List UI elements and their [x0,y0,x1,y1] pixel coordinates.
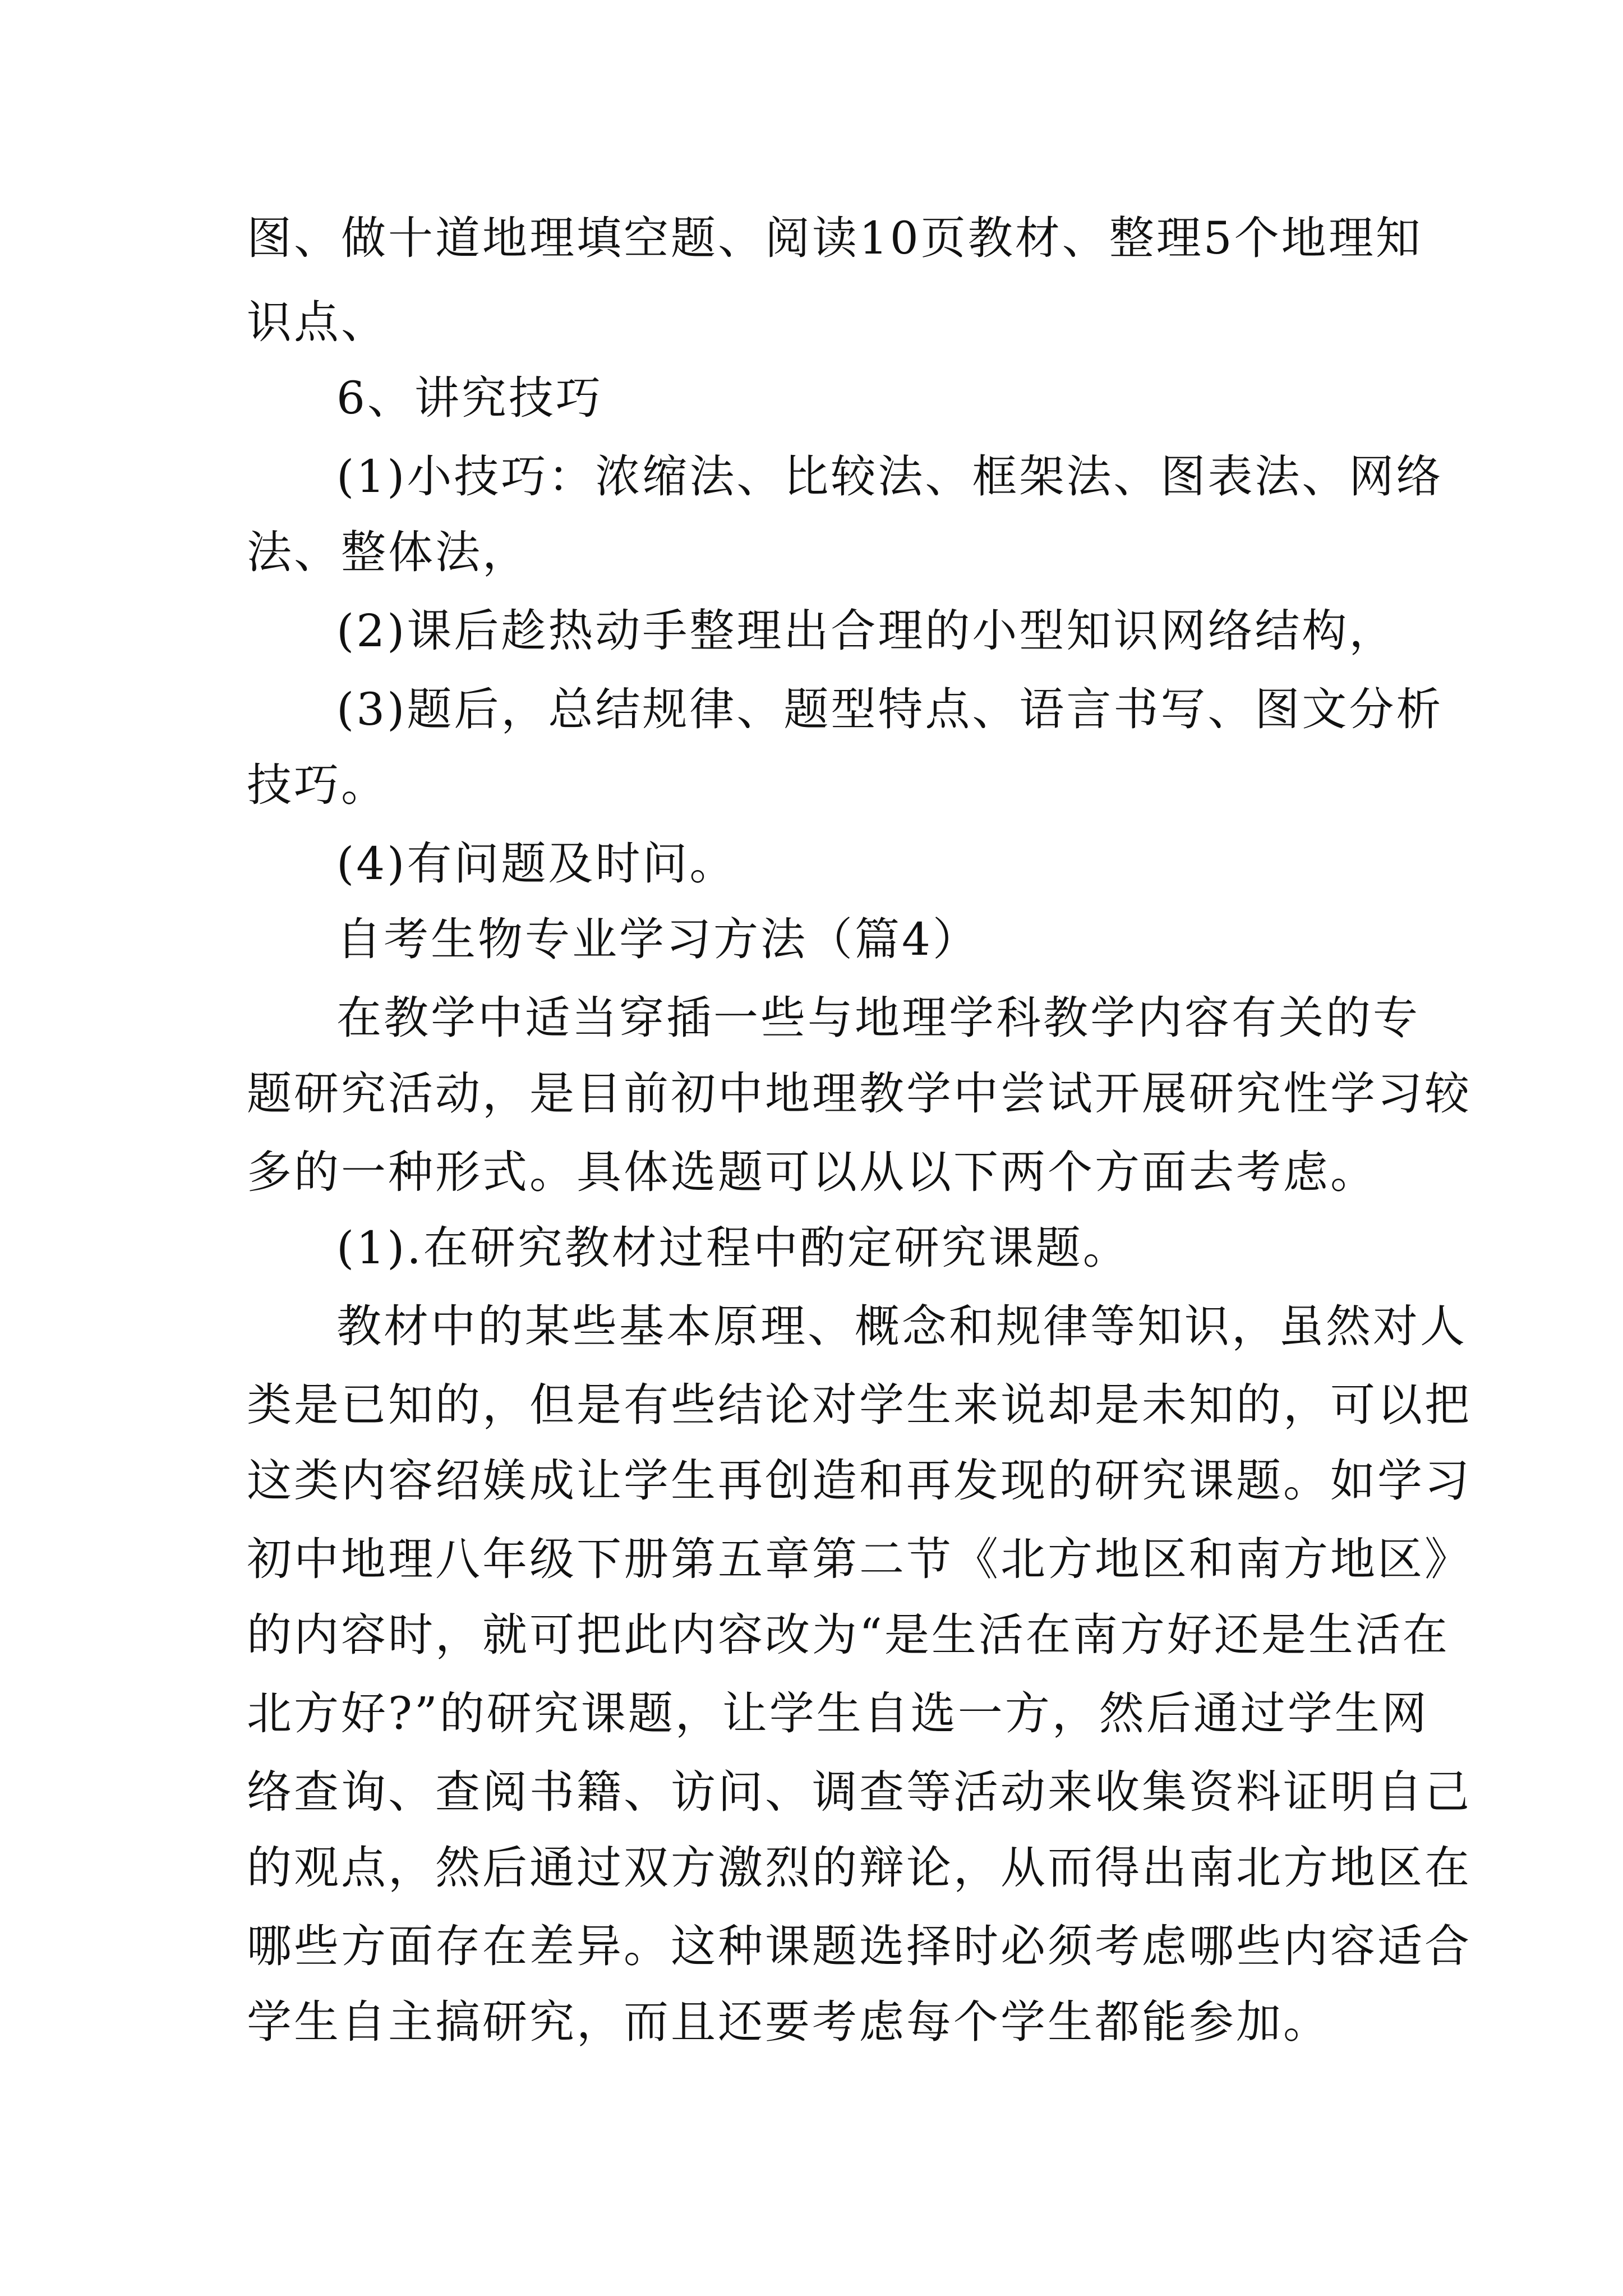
text-line-24: 学生自主搞研究，而且还要考虑每个学生都能参加。 [247,1996,1330,2048]
text-line-14: (1).在研究教材过程中酌定研究课题。 [336,1222,1130,1274]
text-line-13: 多的一种形式。具体选题可以从以下两个方面去考虑。 [247,1146,1377,1198]
text-line-16: 类是已知的，但是有些结论对学生来说却是未知的，可以把 [247,1379,1472,1431]
text-line-18: 初中地理八年级下册第五章第二节《北方地区和南方地区》 [247,1533,1472,1585]
text-line-21: 络查询、查阅书籍、访问、调查等活动来收集资料证明自己 [247,1766,1472,1818]
text-line-8: 技巧。 [247,759,388,811]
text-line-1: 图、做十道地理填空题、阅读10页教材、整理5个地理知 [247,212,1423,264]
text-line-11: 在教学中适当穿插一些与地理学科教学内容有关的专 [336,992,1420,1044]
text-line-5: 法、整体法， [247,526,529,578]
text-line-19: 的内容时，就可把此内容改为“是生活在南方好还是生活在 [247,1609,1450,1661]
text-line-2: 识点、 [247,296,388,348]
text-line-9: (4)有问题及时问。 [336,838,737,890]
text-line-7: (3)题后，总结规律、题型特点、语言书写、图文分析 [336,683,1444,735]
section-heading: 自考生物专业学习方法（篇4） [336,913,980,965]
text-line-23: 哪些方面存在差异。这种课题选择时必须考虑哪些内容适合 [247,1920,1472,1972]
text-line-4: (1)小技巧：浓缩法、比较法、框架法、图表法、网络 [336,450,1444,503]
list-heading-skills: 6、讲究技巧 [336,372,603,424]
text-line-6: (2)课后趁热动手整理出合理的小型知识网络结构， [336,605,1396,657]
text-line-22: 的观点，然后通过双方激烈的辩论，从而得出南北方地区在 [247,1842,1472,1894]
text-line-12: 题研究活动，是目前初中地理教学中尝试开展研究性学习较 [247,1068,1472,1120]
text-line-17: 这类内容绍媄成让学生再创造和再发现的研究课题。如学习 [247,1455,1472,1507]
text-line-20: 北方好?”的研究课题，让学生自选一方，然后通过学生网 [247,1687,1429,1740]
text-line-15: 教材中的某些基本原理、概念和规律等知识，虽然对人 [336,1300,1467,1352]
